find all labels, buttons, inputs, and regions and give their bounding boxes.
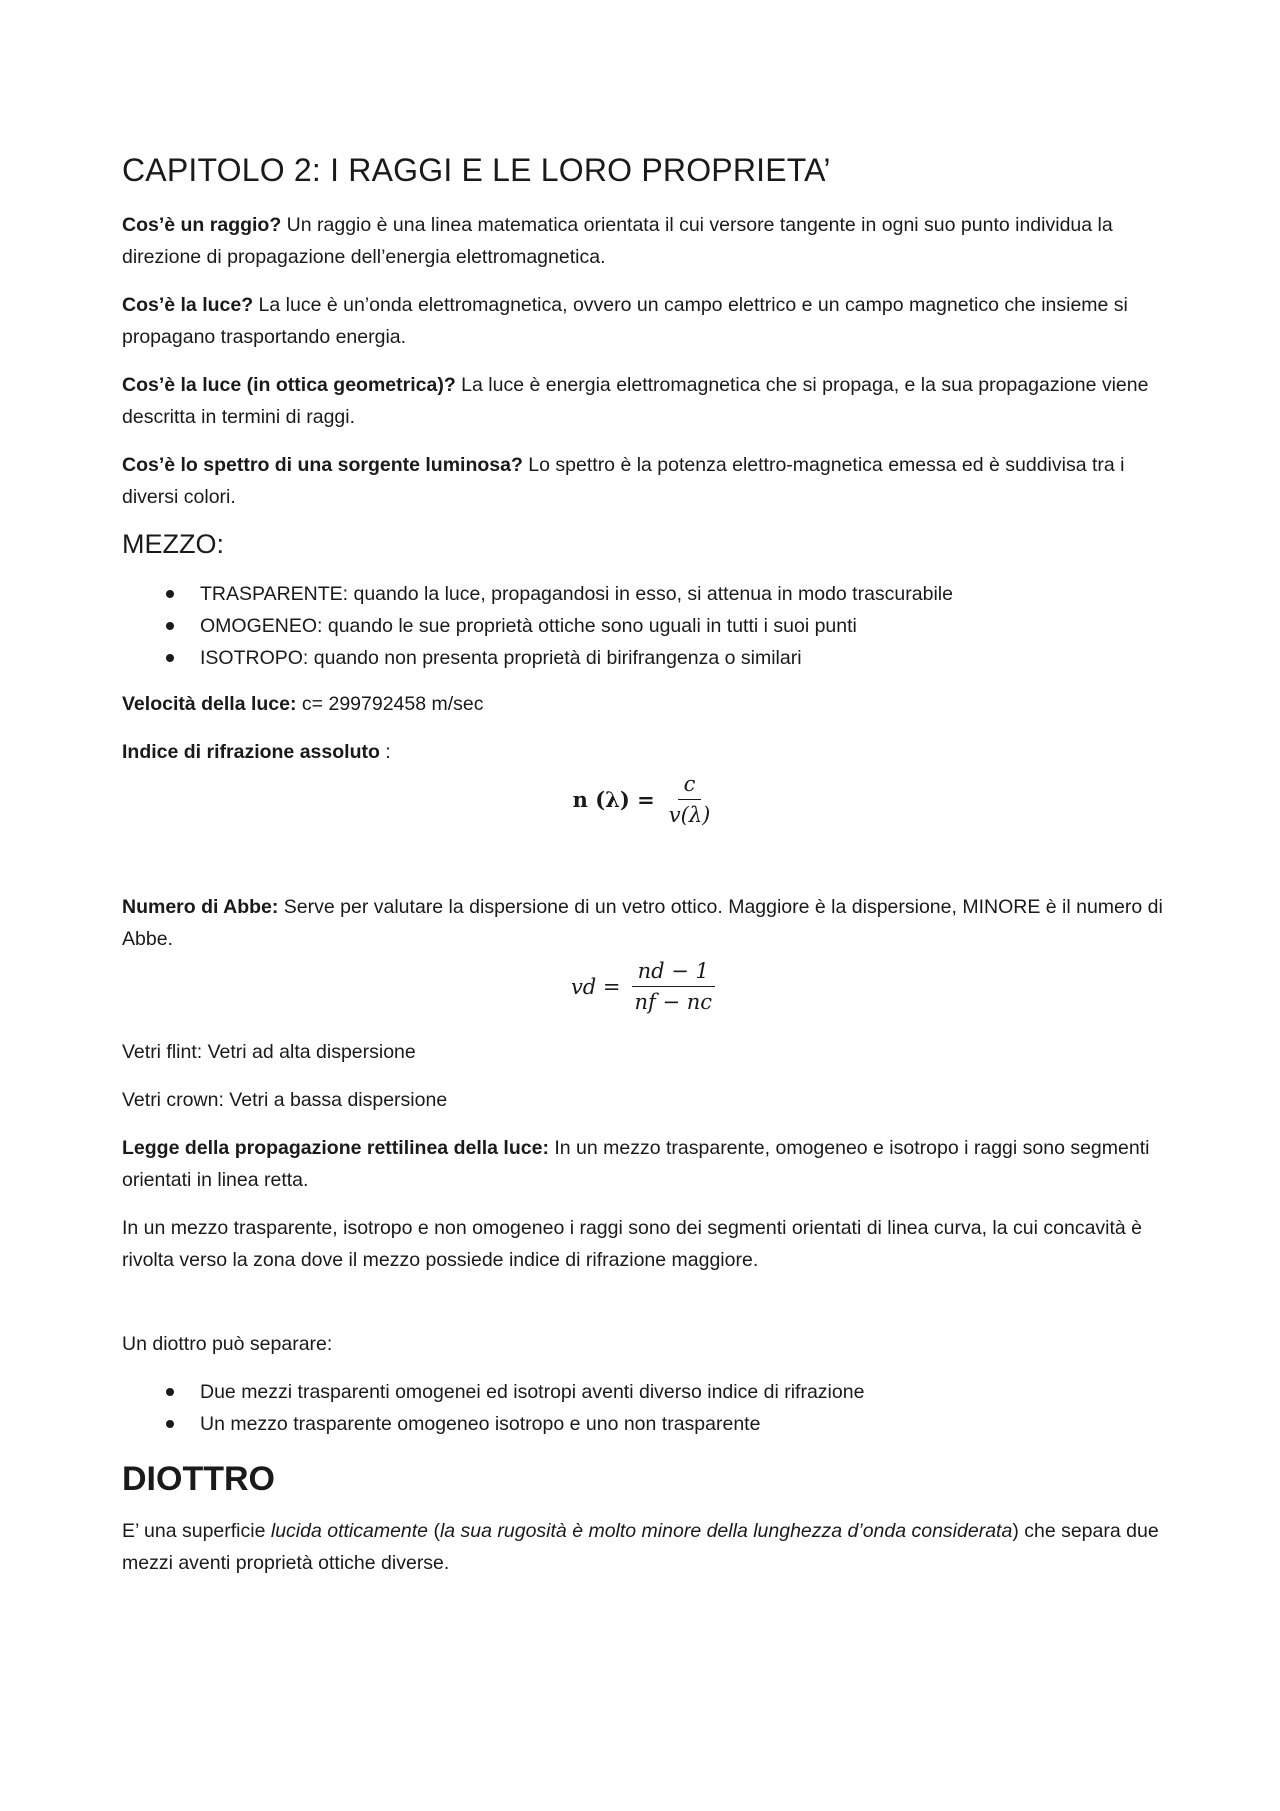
definition-luce: [122, 289, 1167, 353]
list-item: ISOTROPO: quando non presenta proprietà di birifrangenza o similari: [122, 642, 1167, 674]
velocita-luce: [122, 688, 1167, 720]
formula-denominator: v(λ): [668, 803, 711, 827]
list-item: Un mezzo trasparente omogeneo isotropo e uno non trasparente: [122, 1408, 1167, 1440]
formula-lhs: n (λ) =: [572, 787, 655, 812]
diottro-heading: DIOTTRO: [122, 1460, 275, 1498]
formula-abbe: [122, 959, 1167, 1014]
list-item: Due mezzi trasparenti omogenei ed isotropi aventi diverso indice di rifrazione: [122, 1376, 1167, 1408]
diottro-text-end: ) che separa due mezzi aventi proprietà ottiche diverse.: [122, 1520, 1159, 1574]
definition-term: Cos’è la luce (in ottica geometrica)?: [122, 374, 456, 396]
definition-text: Lo spettro è la potenza elettro-magnetica emessa ed è suddivisa tra i diversi colori.: [122, 454, 1125, 508]
mezzo-heading: MEZZO:: [122, 529, 224, 559]
abbe-text: Serve per valutare la dispersione di un vetro ottico. Maggiore è la dispersione, MINORE è il numero di Abbe.: [122, 896, 1163, 950]
formula-numerator: nd − 1: [632, 959, 715, 987]
indice-term: Indice di rifrazione assoluto: [122, 741, 380, 763]
definition-spettro: [122, 449, 1167, 513]
velocita-term: Velocità della luce:: [122, 693, 297, 715]
legge-text: In un mezzo trasparente, omogeneo e isotropo i raggi sono segmenti orientati in linea retta.: [122, 1137, 1150, 1191]
definition-luce-ottica: [122, 369, 1167, 433]
mezzo-list: [122, 578, 1167, 674]
definition-text: La luce è un’onda elettromagnetica, ovvero un campo elettrico e un campo magnetico che insieme si propagano trasportando energia.: [122, 294, 1128, 348]
spacer: [122, 1292, 1167, 1328]
indice-text: :: [379, 741, 391, 763]
diottro-text-start: E’ una superficie: [122, 1520, 271, 1542]
page-content: [122, 152, 1167, 1595]
abbe-term: Numero di Abbe:: [122, 896, 279, 918]
formula-fraction: [663, 772, 717, 827]
definition-raggio: [122, 209, 1167, 273]
definition-text: La luce è energia elettromagnetica che si propaga, e la sua propagazione viene descritta in termini di raggi.: [122, 374, 1149, 428]
formula-fraction: [629, 959, 719, 1014]
velocita-text: c= 299792458 m/sec: [296, 693, 484, 715]
definition-term: Cos’è lo spettro di una sorgente luminosa?: [122, 454, 523, 476]
legge-term: Legge della propagazione rettilinea della luce:: [122, 1137, 549, 1159]
diottro-intro: Un diottro può separare:: [122, 1333, 333, 1355]
diottro-definition: [122, 1515, 1167, 1579]
chapter-title: CAPITOLO 2: I RAGGI E LE LORO PROPRIETA’: [122, 152, 831, 188]
legge-propagazione: [122, 1132, 1167, 1196]
formula-numerator: c: [678, 772, 702, 800]
definition-text: Un raggio è una linea matematica orientata il cui versore tangente in ogni suo punto individua la direzione di propagazione dell’energia elettromagnetica.: [122, 214, 1113, 268]
diottro-text-mid: (: [428, 1520, 440, 1542]
definition-term: Cos’è un raggio?: [122, 214, 282, 236]
formula-lhs: vd =: [570, 974, 621, 999]
diottro-italic-1: lucida otticamente: [270, 1520, 429, 1542]
mezzo-non-omogeneo: In un mezzo trasparente, isotropo e non omogeneo i raggi sono dei segmenti orientati di linea curva, la cui concavità è rivolta verso la zona dove il mezzo possiede indice di rifrazione maggiore.: [122, 1217, 1143, 1271]
formula-denominator: nf − nc: [634, 990, 713, 1014]
definition-term: Cos’è la luce?: [122, 294, 254, 316]
formula-indice-rifrazione: [122, 772, 1167, 827]
diottro-italic-2: la sua rugosità è molto minore della lunghezza d’onda considerata: [439, 1520, 1013, 1542]
list-item: TRASPARENTE: quando la luce, propagandosi in esso, si attenua in modo trascurabile: [122, 578, 1167, 610]
indice-rifrazione: [122, 736, 1167, 768]
numero-abbe: [122, 891, 1167, 955]
list-item: OMOGENEO: quando le sue proprietà ottiche sono uguali in tutti i suoi punti: [122, 610, 1167, 642]
vetri-crown: Vetri crown: Vetri a bassa dispersione: [122, 1089, 448, 1111]
diottro-list: [122, 1376, 1167, 1440]
vetri-flint: Vetri flint: Vetri ad alta dispersione: [122, 1041, 416, 1063]
